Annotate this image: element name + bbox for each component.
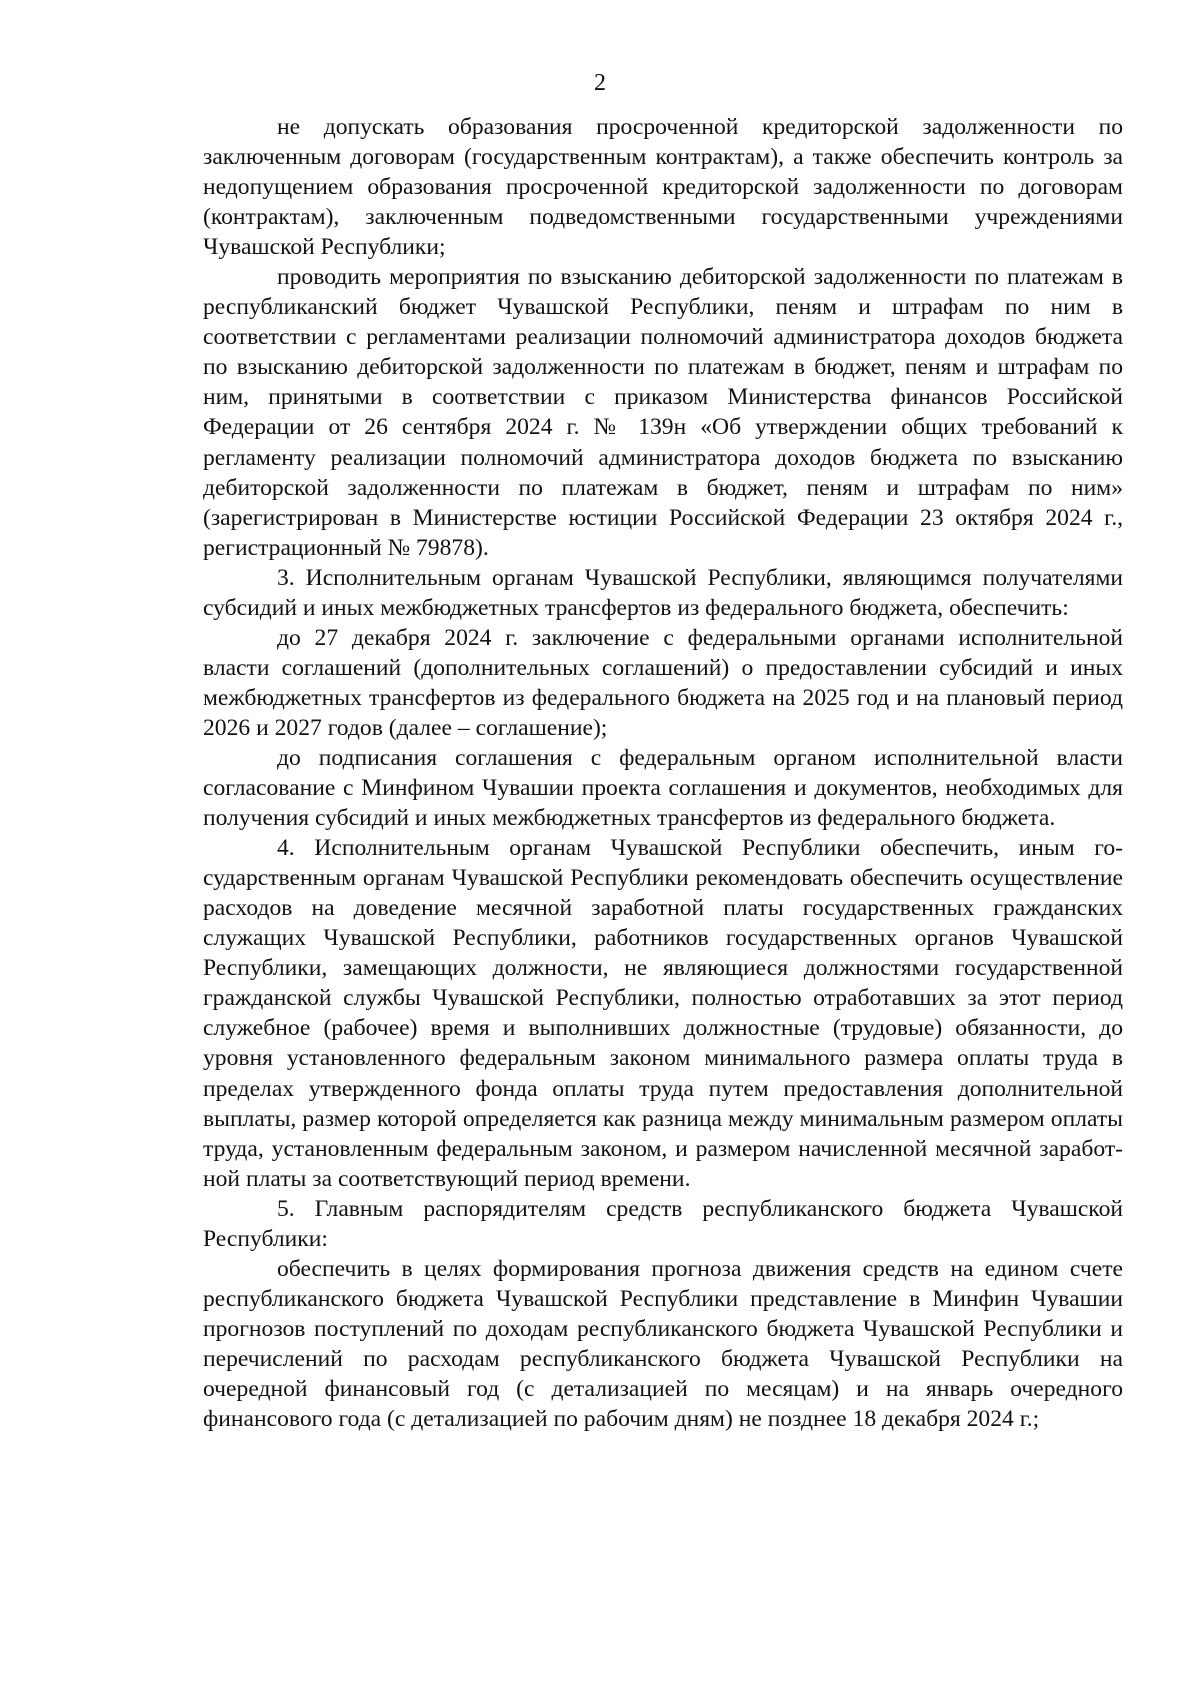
document-body xyxy=(203,112,1123,1434)
paragraph-debtor-recovery: проводить мероприятия по взысканию дебиторской задолженности по платежам в республиканский бюджет Чувашской Республики, пеням и штрафам по ним в соответствии с регламентами реализации полномочий администратора доходов бюджета по взысканию дебиторской задолженности по платежам в бюджет, пеням и штрафам по ним, принятыми в соответствии с приказом Министерства финансов Российской Федерации от 26 сентября 2024 г. № 139н «Об утверждении общих требований к регламенту реализации полномочий администратора доходов бюджета по взысканию дебиторской задолженности по платежам в бюджет, пеням и штрафам по ним» (зарегистрирован в Министерстве юстиции Российской Федерации 23 октября 2024 г., регистрационный № 79878). xyxy=(203,264,1123,561)
paragraph-agreements-deadline: до 27 декабря 2024 г. заключение с федеральными органами исполнительной власти соглашений (дополнительных соглашений) о предоставлении субсидий и иных межбюджетных трансфертов из федерального бюджета на 2025 год и на плановый период 2026 и 2027 годов (далее – соглашение); xyxy=(203,624,1123,741)
paragraph-item-4: 4. Исполнительным органам Чувашской Республики обеспечить, иным государственным органам Чувашской Республики рекомендовать обеспечить осуществление расходов на доведение месячной заработной платы государственных гражданских служащих Чувашской Республики, работников государственных органов Чувашской Республики, замещающих должности, не являющиеся должностями государственной гражданской службы Чувашской Республики, полностью отработавших за этот период служебное (рабочее) время и выполнивших должностные (трудовые) обязанности, до уровня установленного федеральным законом минимального размера оплаты труда в пределах утвержденного фонда оплаты труда путем предоставления дополнительной выплаты, размер которой определяется как разница между минимальным размером оплаты труда, установленным федеральным законом, и размером начисленной месячной заработной платы за соответствующий период времени. xyxy=(203,835,1123,1192)
paragraph-item-5: 5. Главным распорядителям средств республиканского бюджета Чувашской Республики: xyxy=(203,1195,1123,1252)
paragraph-agreement-approval: до подписания соглашения с федеральным органом исполнительной власти согласование с Минфином Чувашии проекта соглашения и документов, необходимых для получения субсидий и иных межбюджетных трансфертов из федерального бюджета. xyxy=(203,744,1123,832)
page-number: 2 xyxy=(594,70,606,96)
paragraph-item-3: 3. Исполнительным органам Чувашской Республики, являющимся получателями субсидий и иных межбюджетных трансфертов из федерального бюджета, обеспечить: xyxy=(203,564,1123,621)
paragraph-creditor-debt: не допускать образования просроченной кредиторской задолженности по заключенным договорам (государственным контрактам), а также обеспечить контроль за недопущением образования просроченной кредиторской задолженности по договорам (контрактам), заключенным подведомственными государственными учреждениями Чувашской Республики; xyxy=(203,114,1123,261)
paragraph-forecast: обеспечить в целях формирования прогноза движения средств на едином счете республиканского бюджета Чувашской Республики представление в Минфин Чувашии прогнозов поступлений по доходам республиканского бюджета Чувашской Республики и перечислений по расходам республиканского бюджета Чувашской Республики на очередной финансовый год (с детализацией по месяцам) и на январь очередного финансового года (с детализацией по рабочим дням) не позднее 18 декабря 2024 г.; xyxy=(203,1255,1123,1433)
